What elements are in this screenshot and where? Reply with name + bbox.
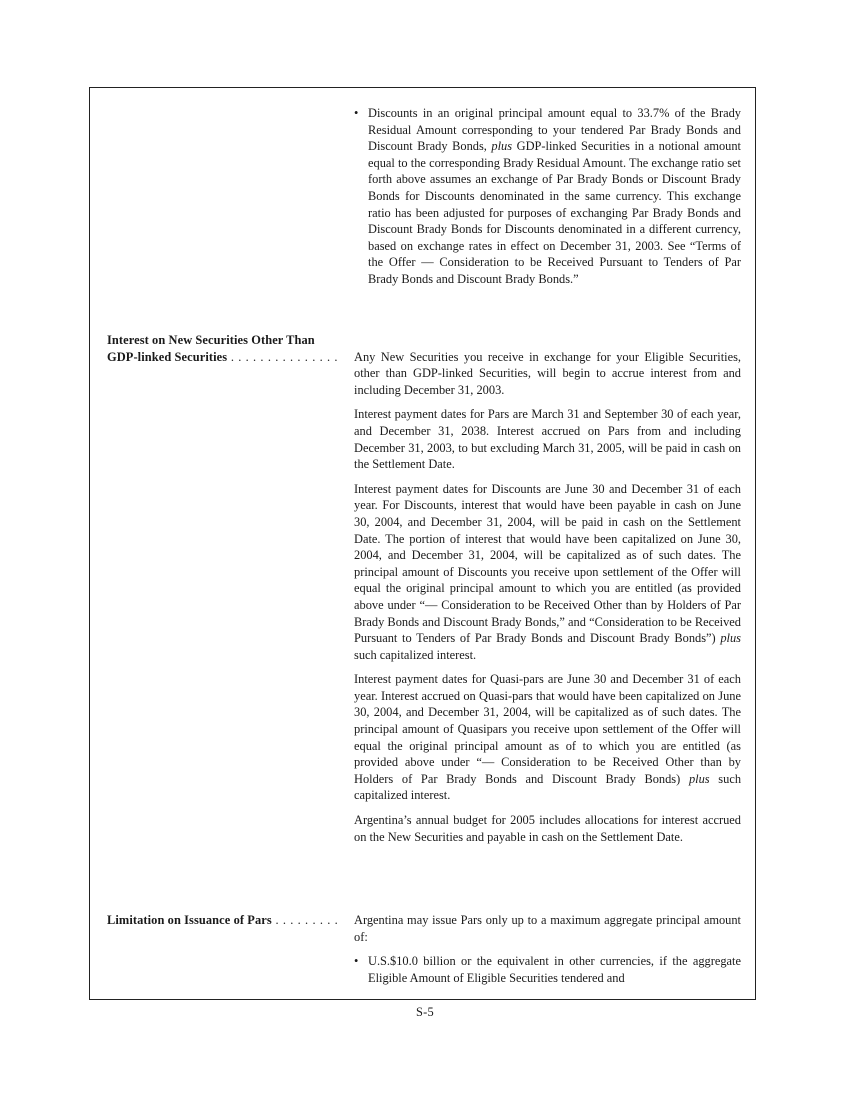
discounts-bullet-column [354,105,741,288]
bullet-limitation-text: U.S.$10.0 billion or the equivalent in other currencies, if the aggregate Eligible Amount of Eligible Securities tendered and [368,954,741,985]
plus-emphasis: plus [491,139,513,154]
bullet-discounts-text-a: Discounts in an original principal amount equal to 33.7% of the Brady Residual Amount corresponding to your tendered Par Brady Bonds and Discount Brady Bonds, [368,106,741,154]
limitation-section-body [354,912,741,986]
bullet-marker: • [354,106,359,120]
bullet-limitation [354,953,741,986]
limitation-label-line [107,912,341,929]
interest-p4-text-b: such capitalized interest. [354,771,742,803]
interest-label-line1: Interest on New Securities Other Than [107,333,315,347]
page-number: S-5 [415,1005,435,1019]
bullet-discounts [354,105,741,288]
limitation-paragraph-1: Argentina may issue Pars only up to a maximum aggregate principal amount of: [354,913,741,944]
interest-label-text: GDP-linked Securities [107,349,228,364]
dot-leader [227,350,341,364]
plus-emphasis: plus [688,771,710,786]
interest-paragraph-2: Interest payment dates for Pars are March 31 and September 30 of each year, and December 31, 2038. Interest accrued on Pars from and including December 31, 2003, to but excluding March 31, 2005, will be paid in cash on the Settlement Date. [354,407,741,472]
page-frame [89,87,756,1000]
plus-emphasis: plus [720,631,741,646]
interest-label-line2 [107,349,341,366]
interest-paragraph-3 [354,481,741,664]
interest-section-label [107,332,341,365]
interest-paragraph-1: Any New Securities you receive in exchange for your Eligible Securities, other than GDP-linked Securities, will begin to accrue interest from and including December 31, 2003. [354,349,741,397]
limitation-section-label [107,912,341,929]
interest-p4-text-a: Interest payment dates for Quasi-pars are June 30 and December 31 of each year. Interest accrued on Quasi-pars that would have been capitalized on June 30, 2004, and December 31, 2004, will be capitalized as of such dates. The principal amount of Quasipars you receive upon settlement of the Offer will equal the original principal amount as of to which you are entitled (as provided above under “— Consideration to be Received Other than by Holders of Par Brady Bonds and Discount Brady Bonds) [354,672,741,786]
bullet-discounts-text-b: GDP-linked Securities in a notional amount equal to the corresponding Brady Residual Amount. The exchange ratio set forth above assumes an exchange of Par Brady Bonds or Discount Brady Bonds for Discounts denominated in the same currency. This exchange ratio has been adjusted for purposes of exchanging Par Brady Bonds and Discount Brady Bonds for Discounts denominated in a different currency, based on exchange rates in effect on December 31, 2003. See “Terms of the Offer — Consideration to be Received Pursuant to Tenders of Par Brady Bonds and Discount Brady Bonds.” [368,139,741,286]
interest-paragraph-5: Argentina’s annual budget for 2005 includes allocations for interest accrued on the New Securities and payable in cash on the Settlement Date. [354,813,741,844]
dot-leader [272,913,341,927]
limitation-label-text: Limitation on Issuance of Pars [107,913,272,927]
interest-p3-text-b: such capitalized interest. [354,647,477,662]
bullet-marker: • [354,954,359,969]
interest-p3-text-a: Interest payment dates for Discounts are June 30 and December 31 of each year. For Discounts, interest that would have been payable in cash on June 30, 2004, and December 31, 2004, will be paid in cash on the Settlement Date. The portion of interest that would have been capitalized on June 30, 2004, and December 31, 2004, will be capitalized as of such dates. The principal amount of Discounts you receive upon settlement of the Offer will equal the original principal amount to which you are entitled (as provided above under “— Consideration to be Received Other than by Holders of Par Brady Bonds and Discount Brady Bonds,” and “Consideration to be Received Pursuant to Tenders of Par Brady Bonds and Discount Brady Bonds”) [354,481,741,646]
interest-section-body [354,349,741,854]
interest-paragraph-4 [354,671,741,804]
